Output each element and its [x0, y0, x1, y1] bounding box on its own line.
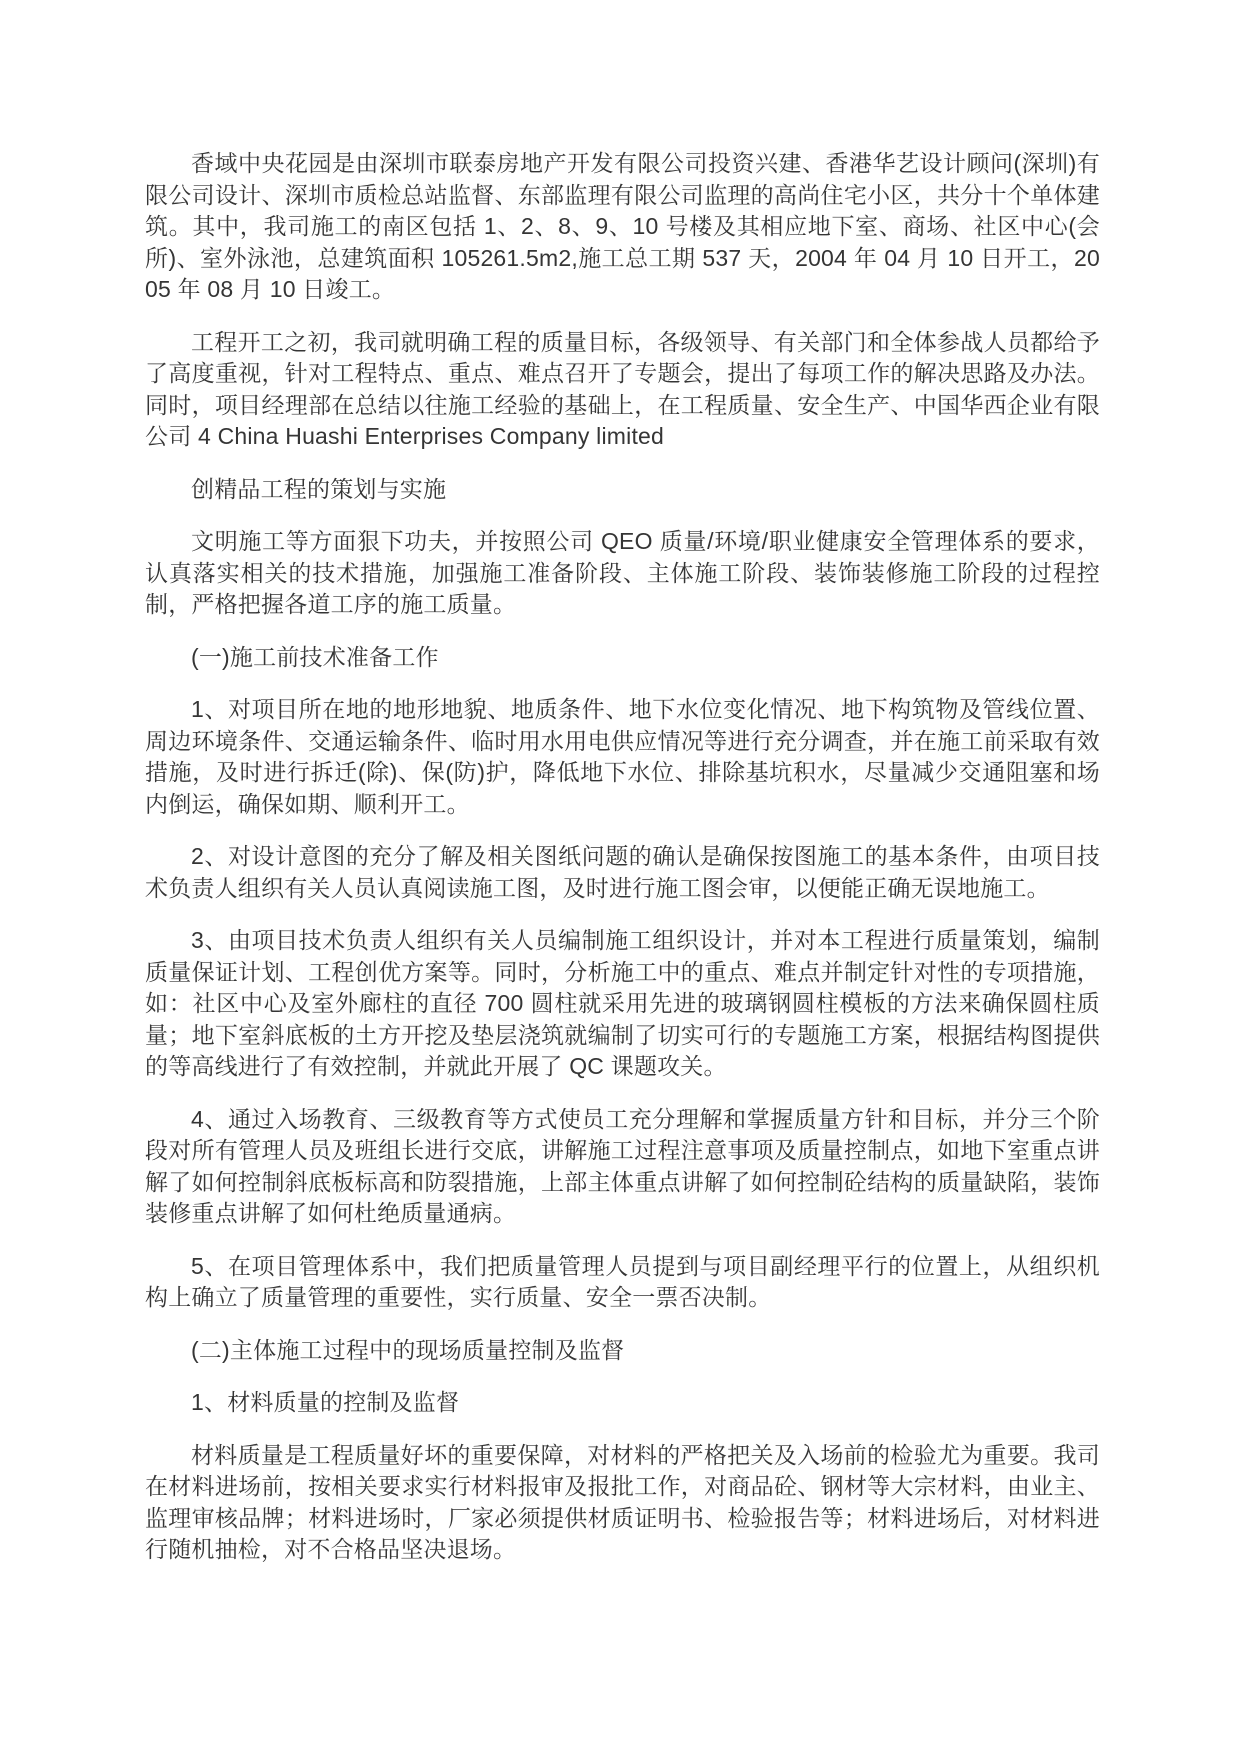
paragraph-item-1-site-survey: 1、对项目所在地的地形地貌、地质条件、地下水位变化情况、地下构筑物及管线位置、周边环境条件、交通运输条件、临时用水用电供应情况等进行充分调查，并在施工前采取有效措施，及时进行拆迁(除)、保(防)护，降低地下水位、排除基坑积水，尽量减少交通阻塞和场内倒运，确保如期、顺利开工。 [145, 696, 1100, 817]
document-body [145, 148, 1100, 1566]
heading-quality-plan: 创精品工程的策划与实施 [191, 475, 447, 502]
paragraph-item-5-management-system: 5、在项目管理体系中，我们把质量管理人员提到与项目副经理平行的位置上，从组织机构上确立了质量管理的重要性，实行质量、安全一票否决制。 [145, 1252, 1100, 1310]
paragraph-civilized-construction: 文明施工等方面狠下功夫，并按照公司 QEO 质量/环境/职业健康安全管理体系的要求，认真落实相关的技术措施，加强施工准备阶段、主体施工阶段、装饰装修施工阶段的过程控制，严格把握各道工序的施工质量。 [145, 528, 1100, 617]
paragraph-item-3-construction-design: 3、由项目技术负责人组织有关人员编制施工组织设计，并对本工程进行质量策划，编制质量保证计划、工程创优方案等。同时，分析施工中的重点、难点并制定针对性的专项措施，如：社区中心及室外廊柱的直径 700 圆柱就采用先进的玻璃钢圆柱模板的方法来确保圆柱质量；地下室斜底板的土方开挖及垫层浇筑就编制了切实可行的专题施工方案，根据结构图提供的等高线进行了有效控制，并就此开展了 QC 课题攻关。 [145, 927, 1100, 1079]
heading-section-2-site-quality-control: (二)主体施工过程中的现场质量控制及监督 [191, 1336, 625, 1363]
paragraph-project-overview: 香域中央花园是由深圳市联泰房地产开发有限公司投资兴建、香港华艺设计顾问(深圳)有限公司设计、深圳市质检总站监督、东部监理有限公司监理的高尚住宅小区，共分十个单体建筑。其中，我司施工的南区包括 1、2、8、9、10 号楼及其相应地下室、商场、社区中心(会所)、室外泳池，总建筑面积 105261.5m2,施工总工期 537 天，2004 年 04 月 10 日开工，2005 年 08 月 10 日竣工。 [145, 150, 1100, 302]
paragraph-item-4-training: 4、通过入场教育、三级教育等方式使员工充分理解和掌握质量方针和目标，并分三个阶段对所有管理人员及班组长进行交底，讲解施工过程注意事项及质量控制点，如地下室重点讲解了如何控制斜底板标高和防裂措施，上部主体重点讲解了如何控制砼结构的质量缺陷，装饰装修重点讲解了如何杜绝质量通病。 [145, 1105, 1100, 1226]
heading-section-1-pre-construction: (一)施工前技术准备工作 [191, 643, 439, 670]
paragraph-material-quality: 材料质量是工程质量好坏的重要保障，对材料的严格把关及入场前的检验尤为重要。我司在材料进场前，按相关要求实行材料报审及报批工作，对商品砼、钢材等大宗材料，由业主、监理审核品牌；材料进场时，厂家必须提供材质证明书、检验报告等；材料进场后，对材料进行随机抽检，对不合格品坚决退场。 [145, 1441, 1100, 1562]
paragraph-project-kickoff: 工程开工之初，我司就明确工程的质量目标，各级领导、有关部门和全体参战人员都给予了高度重视，针对工程特点、重点、难点召开了专题会，提出了每项工作的解决思路及办法。同时，项目经理部在总结以往施工经验的基础上，在工程质量、安全生产、中国华西企业有限公司 4 China Huashi Enterprises Company limited [145, 328, 1100, 449]
heading-material-quality: 1、材料质量的控制及监督 [191, 1389, 460, 1415]
paragraph-item-2-design-intent: 2、对设计意图的充分了解及相关图纸问题的确认是确保按图施工的基本条件，由项目技术负责人组织有关人员认真阅读施工图，及时进行施工图会审，以便能正确无误地施工。 [145, 843, 1100, 901]
